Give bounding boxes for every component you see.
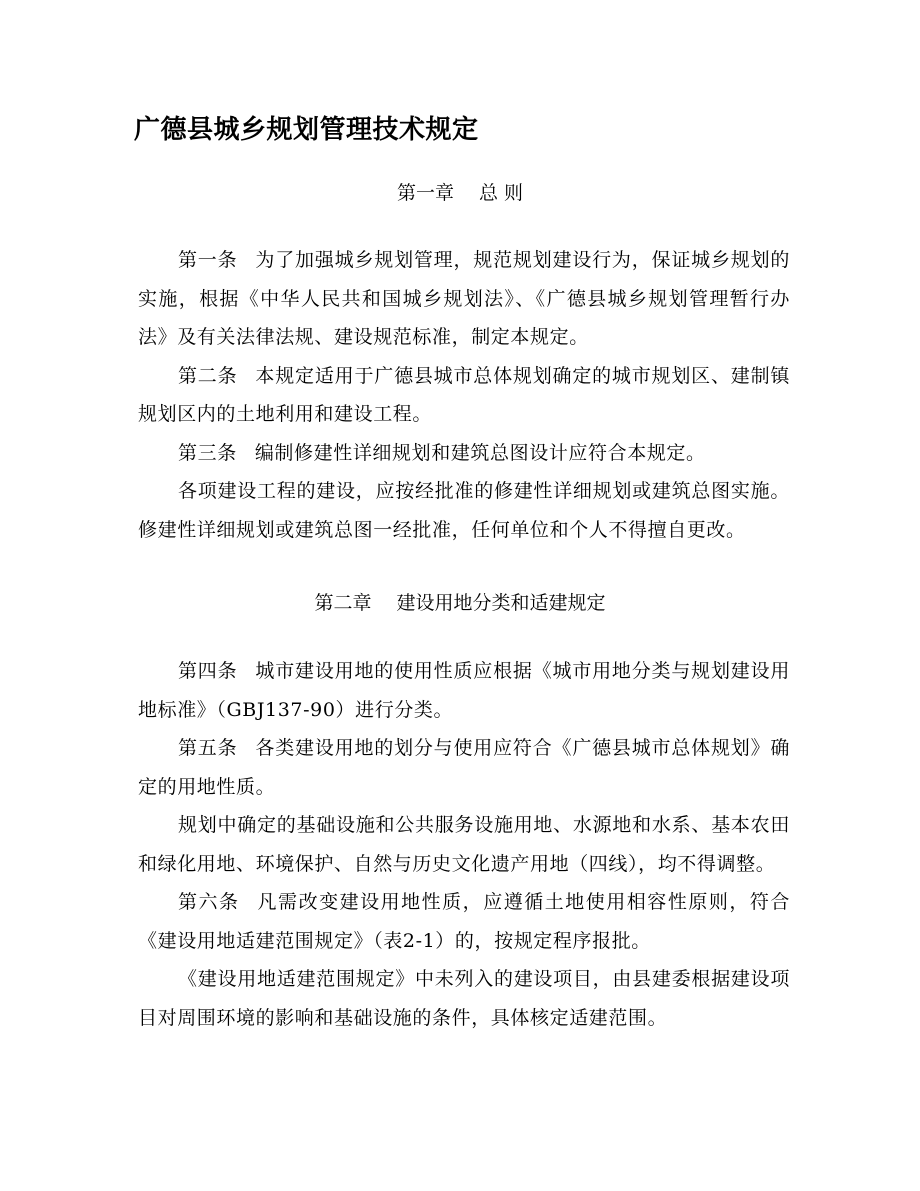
article-paragraph bbox=[138, 357, 790, 434]
article-number: 第二条 bbox=[178, 364, 238, 387]
article-number: 第三条 bbox=[178, 441, 237, 464]
chapter-2-heading: 第二章 建设用地分类和适建规定 bbox=[314, 592, 606, 614]
continuation-paragraph bbox=[138, 806, 790, 883]
article-paragraph bbox=[138, 434, 790, 473]
paragraph-text: 各项建设工程的建设，应按经批准的修建性详细规划或建筑总图实施。修建性详细规划或建筑总图一经批准，任何单位和个人不得擅自更改。 bbox=[138, 480, 790, 541]
paragraph-text: 《建设用地适建范围规定》中未列入的建设项目，由县建委根据建设项目对周围环境的影响和基础设施的条件，具体核定适建范围。 bbox=[138, 968, 790, 1029]
article-number: 第四条 bbox=[178, 660, 238, 682]
article-text: 为了加强城乡规划管理，规范规划建设行为，保证城乡规划的实施，根据《中华人民共和国城乡规划法》、《广德县城乡规划管理暂行办法》及有关法律法规、建设规范标准，制定本规定。 bbox=[138, 249, 790, 348]
article-number: 第五条 bbox=[178, 737, 238, 759]
article-text: 凡需改变建设用地性质，应遵循土地使用相容性原则，符合《建设用地适建范围规定》（表2-1）的，按规定程序报批。 bbox=[138, 891, 790, 952]
continuation-paragraph bbox=[138, 472, 790, 549]
paragraph-text: 规划中确定的基础设施和公共服务设施用地、水源地和水系、基本农田和绿化用地、环境保护、自然与历史文化遗产用地（四线），均不得调整。 bbox=[138, 814, 790, 875]
article-paragraph bbox=[138, 883, 790, 960]
article-number: 第一条 bbox=[178, 249, 238, 271]
document-title: 广德县城乡规划管理技术规定 bbox=[134, 115, 479, 145]
article-text: 编制修建性详细规划和建筑总图设计应符合本规定。 bbox=[254, 441, 706, 464]
article-text: 本规定适用于广德县城市总体规划确定的城市规划区、建制镇规划区内的土地利用和建设工程。 bbox=[138, 364, 790, 425]
continuation-paragraph bbox=[138, 960, 790, 1037]
article-text: 各类建设用地的划分与使用应符合《广德县城市总体规划》确定的用地性质。 bbox=[138, 737, 790, 798]
chapter-1-heading: 第一章 总 则 bbox=[396, 182, 524, 204]
article-number: 第六条 bbox=[178, 891, 240, 913]
article-paragraph bbox=[138, 241, 790, 357]
article-text: 城市建设用地的使用性质应根据《城市用地分类与规划建设用地标准》（GBJ137-90）进行分类。 bbox=[138, 660, 790, 721]
article-paragraph bbox=[138, 652, 790, 729]
chapter-1-body bbox=[138, 241, 790, 549]
article-paragraph bbox=[138, 729, 790, 806]
chapter-2-body bbox=[138, 652, 790, 1037]
